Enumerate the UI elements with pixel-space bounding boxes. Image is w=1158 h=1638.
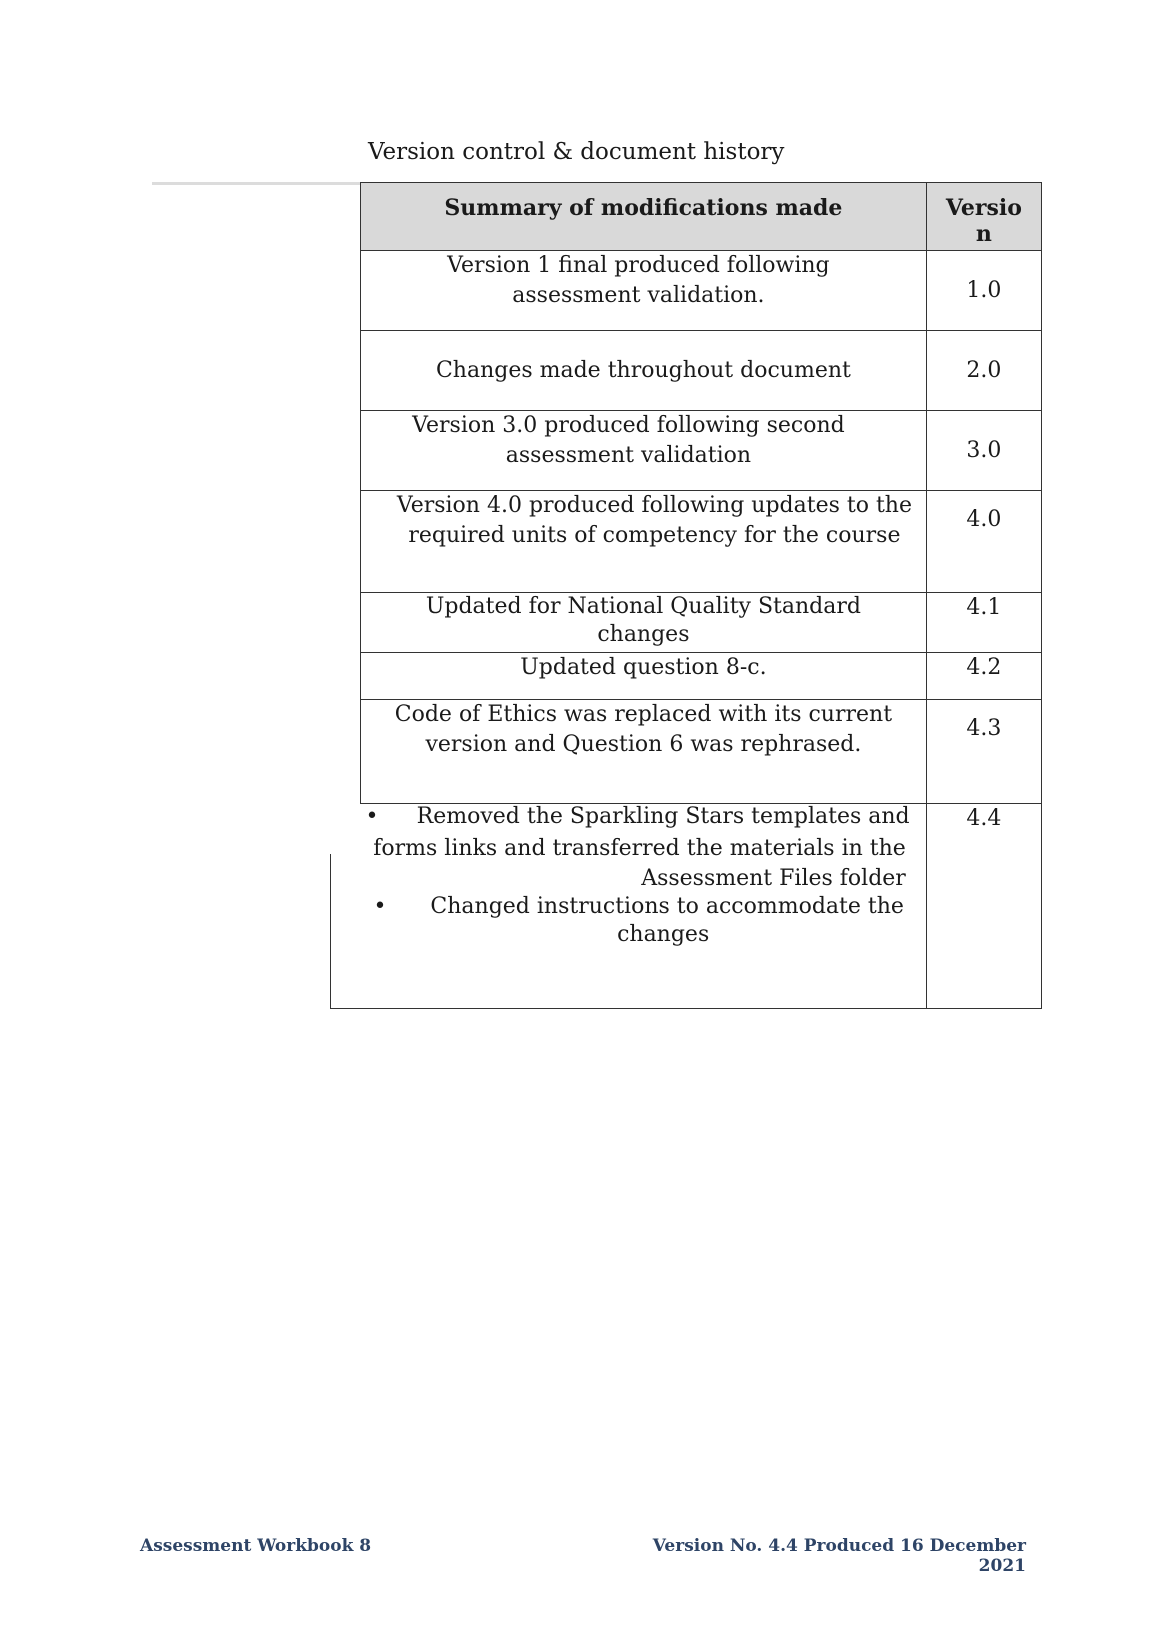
summary-cell: [361, 804, 927, 1009]
summary-cell: Changes made throughout document: [361, 331, 927, 411]
version-cell: 4.0: [926, 491, 1041, 593]
list-item-continuation: forms links and transferred the materials in the Assessment Files folder: [373, 836, 906, 891]
list-item: • Changed instructions to accommodate the: [361, 894, 926, 920]
summary-cell: Code of Ethics was replaced with its current version and Question 6 was rephrased.: [361, 700, 927, 804]
version-cell: 4.4: [926, 804, 1041, 1009]
footer-right: Version No. 4.4 Produced 16 December 2021: [652, 1536, 1026, 1576]
summary-cell: Updated question 8-c.: [361, 653, 927, 700]
header-version: Versio n: [926, 183, 1041, 251]
table-header-row: [361, 183, 1042, 251]
version-cell: 1.0: [926, 251, 1041, 331]
title-rule: [152, 182, 360, 185]
version-cell: 4.1: [926, 593, 1041, 653]
list-item-continuation: changes: [617, 922, 710, 947]
table-row: [361, 653, 1042, 700]
summary-cell: Updated for National Quality Standard changes: [361, 593, 927, 653]
table-row: [361, 491, 1042, 593]
footer-left: Assessment Workbook 8: [140, 1536, 372, 1556]
version-cell: 3.0: [926, 411, 1041, 491]
list-item: • Removed the Sparkling Stars templates and: [361, 804, 926, 830]
version-cell: 4.3: [926, 700, 1041, 804]
bullet-icon: •: [365, 804, 379, 829]
table-left-border: [330, 854, 331, 1008]
table-row: [361, 251, 1042, 331]
summary-cell: Version 1 final produced following assessment validation.: [361, 251, 927, 331]
version-cell: 2.0: [926, 331, 1041, 411]
table-row: [361, 411, 1042, 491]
table-row: [361, 804, 1042, 1009]
table-bottom-border: [330, 1008, 360, 1009]
header-summary: Summary of modifications made: [361, 183, 927, 251]
summary-cell: Version 3.0 produced following second assessment validation: [361, 411, 927, 491]
table-bottom-rule: [360, 1008, 1042, 1009]
table-row: [361, 593, 1042, 653]
summary-cell: Version 4.0 produced following updates to the required units of competency for the course: [361, 491, 927, 593]
table-row: [361, 700, 1042, 804]
document-title: Version control & document history: [368, 139, 785, 165]
table-row: [361, 331, 1042, 411]
bullet-icon: •: [373, 894, 387, 919]
version-cell: 4.2: [926, 653, 1041, 700]
version-history-table: [360, 182, 1042, 1009]
